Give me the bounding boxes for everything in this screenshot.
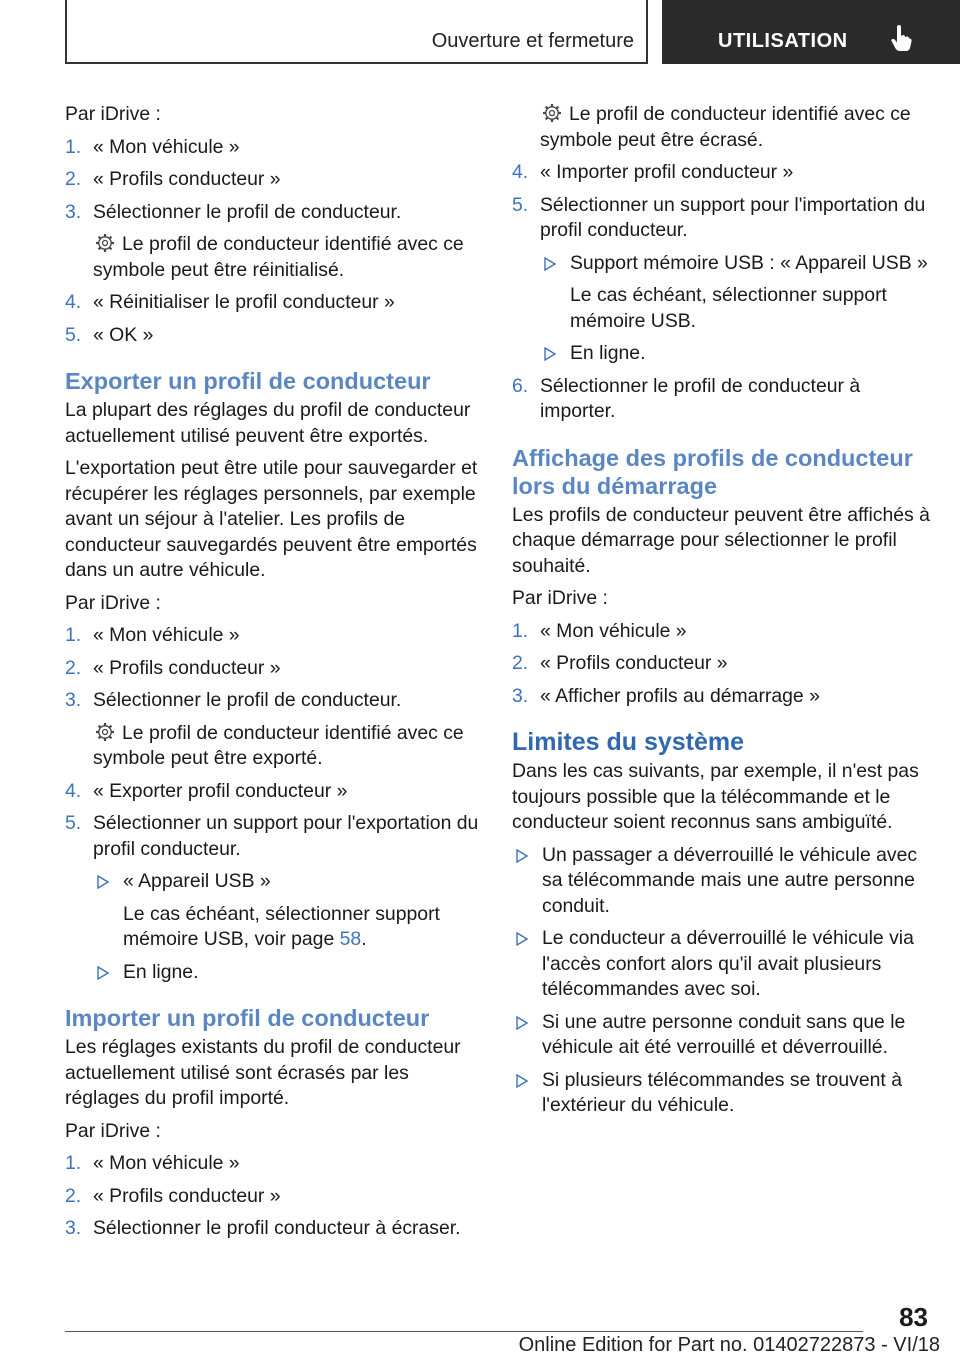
steps-import [65, 1151, 483, 1242]
gear-icon [95, 722, 115, 742]
footer-divider [65, 1331, 863, 1332]
steps-import-final [512, 374, 930, 425]
steps-import-cont [512, 160, 930, 244]
section-title: Ouverture et fermeture [431, 30, 634, 52]
section-heading: Limites du système [512, 728, 745, 756]
paragraph: Les réglages existants du profil de conducteur actuellement utilisé sont écrasés par les réglages du profil importé. [65, 1036, 461, 1109]
triangle-bullet-icon [97, 875, 109, 889]
list-item: 4. « Importer profil conducteur » [512, 161, 794, 183]
page-number: 83 [899, 1302, 928, 1332]
list-item: 3. Sélectionner le profil de conducteur. [65, 200, 402, 223]
steps-display [512, 619, 930, 710]
list-item: 3. Sélectionner le profil conducteur à écraser. [65, 1217, 461, 1239]
paragraph: Dans les cas suivants, par exemple, il n'est pas toujours possible que la télécommande et le conducteur soient reconnus sans ambiguïté. [512, 760, 919, 833]
list-item: Le conducteur a déverrouillé le véhicule via l'accès confort alors qu'il avait plusieurs télécommandes avec soi. [512, 926, 930, 1003]
list-item: 4. « Réinitialiser le profil conducteur » [65, 291, 395, 313]
steps-reset-cont [65, 290, 483, 348]
list-item: 5. Sélectionner un support pour l'exportation du profil conducteur. [65, 812, 479, 860]
footer-text: Online Edition for Part no. 01402722873 - VI/18 [518, 1334, 940, 1356]
page-header [0, 0, 960, 64]
list-item: 2. « Profils conducteur » [65, 168, 281, 190]
triangle-bullet-icon [97, 966, 109, 980]
intro-text: Par iDrive : [65, 103, 161, 125]
hand-pointer-icon [890, 24, 912, 52]
symbol-note: Le profil de conducteur identifié avec ce symbole peut être exporté. [93, 721, 464, 769]
list-item: 1. « Mon véhicule » [65, 624, 240, 646]
symbol-note: Le profil de conducteur identifié avec ce symbole peut être écrasé. [540, 103, 911, 151]
paragraph: La plupart des réglages du profil de conducteur actuellement utilisé peuvent être exportés. [65, 399, 471, 447]
section-heading: Exporter un profil de conducteur [65, 368, 431, 394]
list-item: 2. « Profils conducteur » [512, 652, 728, 674]
section-heading: Importer un profil de conducteur [65, 1005, 430, 1031]
export-options [65, 869, 483, 895]
triangle-bullet-icon [516, 849, 528, 863]
import-options-cont [512, 341, 930, 367]
list-item: 2. « Profils conducteur » [65, 1184, 281, 1207]
import-options [512, 251, 930, 277]
list-item: 2. « Profils conducteur » [65, 656, 281, 679]
list-item: 1. « Mon véhicule » [65, 1152, 240, 1174]
list-item: 1. « Mon véhicule » [65, 135, 240, 158]
chapter-tab [662, 0, 960, 64]
symbol-note: Le profil de conducteur identifié avec ce symbole peut être réinitialisé. [93, 233, 464, 281]
list-item: Si une autre personne conduit sans que le véhicule ait été verrouillé et déverrouillé. [512, 1010, 930, 1061]
intro-text: Par iDrive : [512, 587, 608, 609]
steps-reset [65, 135, 483, 226]
list-item: 3. Sélectionner le profil de conducteur. [65, 689, 402, 711]
page-link[interactable]: 58 [339, 928, 362, 950]
list-item: 5. Sélectionner un support pour l'importation du profil conducteur. [512, 193, 926, 241]
steps-export-cont [65, 779, 483, 863]
triangle-bullet-icon [516, 1074, 528, 1088]
sub-text: Le cas échéant, sélectionner support mémoire USB, voir page 58. [123, 902, 440, 950]
list-item: Support mémoire USB : « Appareil USB » [540, 251, 930, 277]
gear-icon [542, 103, 562, 123]
list-item: Si plusieurs télécommandes se trouvent à l'extérieur du véhicule. [512, 1068, 930, 1119]
chapter-title: UTILISATION [718, 30, 848, 52]
right-column [512, 102, 930, 1126]
sub-text: Le cas échéant, sélectionner support mémoire USB. [570, 284, 887, 332]
list-item: 6. Sélectionner le profil de conducteur à importer. [512, 374, 861, 422]
triangle-bullet-icon [544, 257, 556, 271]
paragraph: Les profils de conducteur peuvent être affichés à chaque démarrage pour sélectionner le profil souhaité. [512, 503, 930, 577]
list-item: « Appareil USB » [93, 869, 483, 895]
export-options-cont [65, 960, 483, 986]
list-item: 5. « OK » [65, 323, 154, 346]
list-item: 4. « Exporter profil conducteur » [65, 779, 348, 802]
limits-list [512, 843, 930, 1119]
section-tab [65, 0, 648, 64]
list-item: En ligne. [540, 341, 930, 367]
section-heading: Affichage des profils de conducteur lors du démarrage [512, 444, 913, 499]
list-item: Un passager a déverrouillé le véhicule avec sa télécommande mais une autre personne conduit. [512, 843, 930, 920]
intro-text: Par iDrive : [65, 591, 161, 614]
triangle-bullet-icon [544, 347, 556, 361]
list-item: En ligne. [93, 960, 483, 986]
list-item: 1. « Mon véhicule » [512, 619, 687, 642]
triangle-bullet-icon [516, 932, 528, 946]
left-column [65, 102, 483, 1249]
list-item: 3. « Afficher profils au démarrage » [512, 684, 820, 707]
paragraph: L'exportation peut être utile pour sauvegarder et récupérer les réglages personnels, par exemple avant un séjour à l'atelier. Les profils de conducteur sauvegardés peuvent être emportés dans un autre véhicule. [65, 457, 478, 581]
triangle-bullet-icon [516, 1016, 528, 1030]
intro-text: Par iDrive : [65, 1119, 161, 1142]
steps-export [65, 623, 483, 714]
gear-icon [95, 233, 115, 253]
